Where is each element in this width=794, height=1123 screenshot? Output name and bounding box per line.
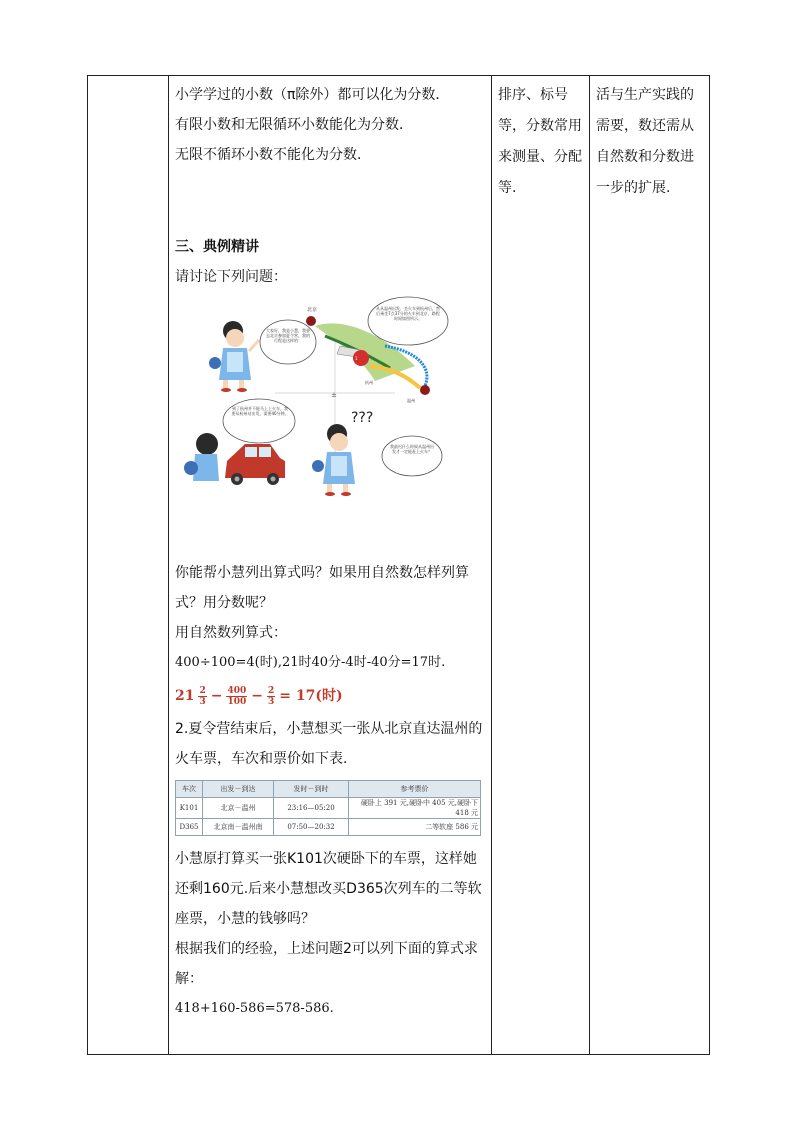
minus-sign: − bbox=[210, 688, 223, 704]
bubble-text-1: 大家好，我是小慧，我要去北京参加夏令营，我的行程是这样的： bbox=[266, 328, 310, 343]
table-row bbox=[88, 76, 710, 1055]
ticket-cell: 二等软座 586 元 bbox=[349, 819, 481, 836]
label-beijing: 北京 bbox=[307, 307, 318, 313]
prompt-text: 请讨论下列问题： bbox=[175, 269, 287, 285]
speech-bubble-3 bbox=[223, 399, 295, 443]
question-marks: ??? bbox=[351, 410, 374, 426]
fraction-3: $\frac{2}{3}$ bbox=[268, 685, 275, 707]
speech-bubble-4 bbox=[382, 436, 442, 476]
question-2-method: 根据我们的经验，上述问题2可以列下面的算式求解： bbox=[175, 941, 478, 987]
fraction-1: $\frac{2}{3}$ bbox=[199, 685, 206, 707]
fraction-2: $\frac{400}{100}$ bbox=[227, 685, 247, 707]
ticket-header: 车次 bbox=[176, 781, 203, 798]
ticket-header: 出发－到达 bbox=[203, 781, 274, 798]
section-title: 三、典例精讲 bbox=[175, 239, 259, 255]
label-hangzhou: 杭州 bbox=[365, 380, 373, 385]
notes-text: 活与生产实践的需要，数还需从自然数和分数进一步的扩展. bbox=[596, 87, 694, 196]
bubble-text-2: 从从温州出发，坐火车到杭州后，然后乘坐7点37分的火车到北京，路程时间如图所示。 bbox=[376, 306, 440, 321]
ticket-cell: 硬卧上 391 元,硬卧中 405 元,硬卧下 418 元 bbox=[349, 798, 481, 819]
table-row bbox=[176, 798, 481, 819]
bubble-text-4: 我最迟什么时候从温州出发才一定能赶上火车？ bbox=[390, 444, 434, 454]
svg-text:1: 1 bbox=[355, 356, 358, 361]
car-figure bbox=[225, 444, 285, 485]
lesson-table bbox=[87, 75, 710, 1055]
question-2: 2.夏令营结束后，小慧想买一张从北京直达温州的火车票，车次和票价如下表. bbox=[175, 721, 483, 767]
bubble-text-3: 到了杭州并不能马上上火车，我要从杭州站出发，需要40分钟。 bbox=[231, 406, 289, 416]
girl-figure-top-left bbox=[209, 321, 259, 392]
label-wenzhou: 温州 bbox=[407, 398, 415, 403]
ticket-cell: 北京－温州 bbox=[203, 798, 274, 819]
ticket-cell: D365 bbox=[176, 819, 203, 836]
notes-cell bbox=[590, 76, 710, 1055]
table-row bbox=[176, 819, 481, 836]
girl-figure-bottom-left bbox=[184, 433, 219, 481]
svg-text:±: ± bbox=[331, 391, 337, 399]
fraction-formula bbox=[175, 678, 485, 714]
speech-bubble-2 bbox=[368, 297, 448, 345]
girl-figure-bottom-right bbox=[312, 424, 355, 496]
ticket-cell: 07:50—20:32 bbox=[274, 819, 349, 836]
design-intent-text: 排序、标号等，分数常用来测量、分配等. bbox=[498, 87, 582, 196]
ticket-header: 参考票价 bbox=[349, 781, 481, 798]
ticket-cell: 北京南－温州南 bbox=[203, 819, 274, 836]
design-intent-cell bbox=[492, 76, 590, 1055]
minus-sign: − bbox=[251, 688, 264, 704]
ticket-header-row bbox=[176, 781, 481, 798]
left-empty-cell bbox=[88, 76, 169, 1055]
ticket-cell: 23:16—05:20 bbox=[274, 798, 349, 819]
question-2-formula: 418+160-586=578-586. bbox=[175, 1001, 334, 1016]
ticket-header: 发时－到时 bbox=[274, 781, 349, 798]
text-line: 有限小数和无限循环小数能化为分数． bbox=[175, 117, 413, 133]
ticket-cell: K101 bbox=[176, 798, 203, 819]
question-1: 你能帮小慧列出算式吗？如果用自然数怎样列算式？用分数呢？ bbox=[175, 565, 469, 611]
natural-number-label: 用自然数列算式： bbox=[175, 625, 287, 641]
ticket-table bbox=[175, 780, 481, 836]
question-2-text: 小慧原打算买一张K101次硬卧下的车票，这样她还剩160元.后来小慧想改买D365次列车的二等软座票，小慧的钱够吗？ bbox=[175, 851, 482, 927]
formula-result: = 17(时) bbox=[279, 688, 343, 704]
illustration bbox=[175, 296, 485, 558]
route-illustration bbox=[175, 296, 485, 558]
main-content-cell bbox=[169, 76, 492, 1055]
formula-whole: 21 bbox=[175, 688, 195, 704]
speech-bubble-1 bbox=[260, 320, 316, 364]
natural-number-formula: 400÷100=4(时),21时40分-4时-40分=17时. bbox=[175, 655, 446, 670]
text-line: 无限不循环小数不能化为分数． bbox=[175, 147, 371, 163]
text-line: 小学学过的小数（π除外）都可以化为分数． bbox=[175, 87, 450, 103]
